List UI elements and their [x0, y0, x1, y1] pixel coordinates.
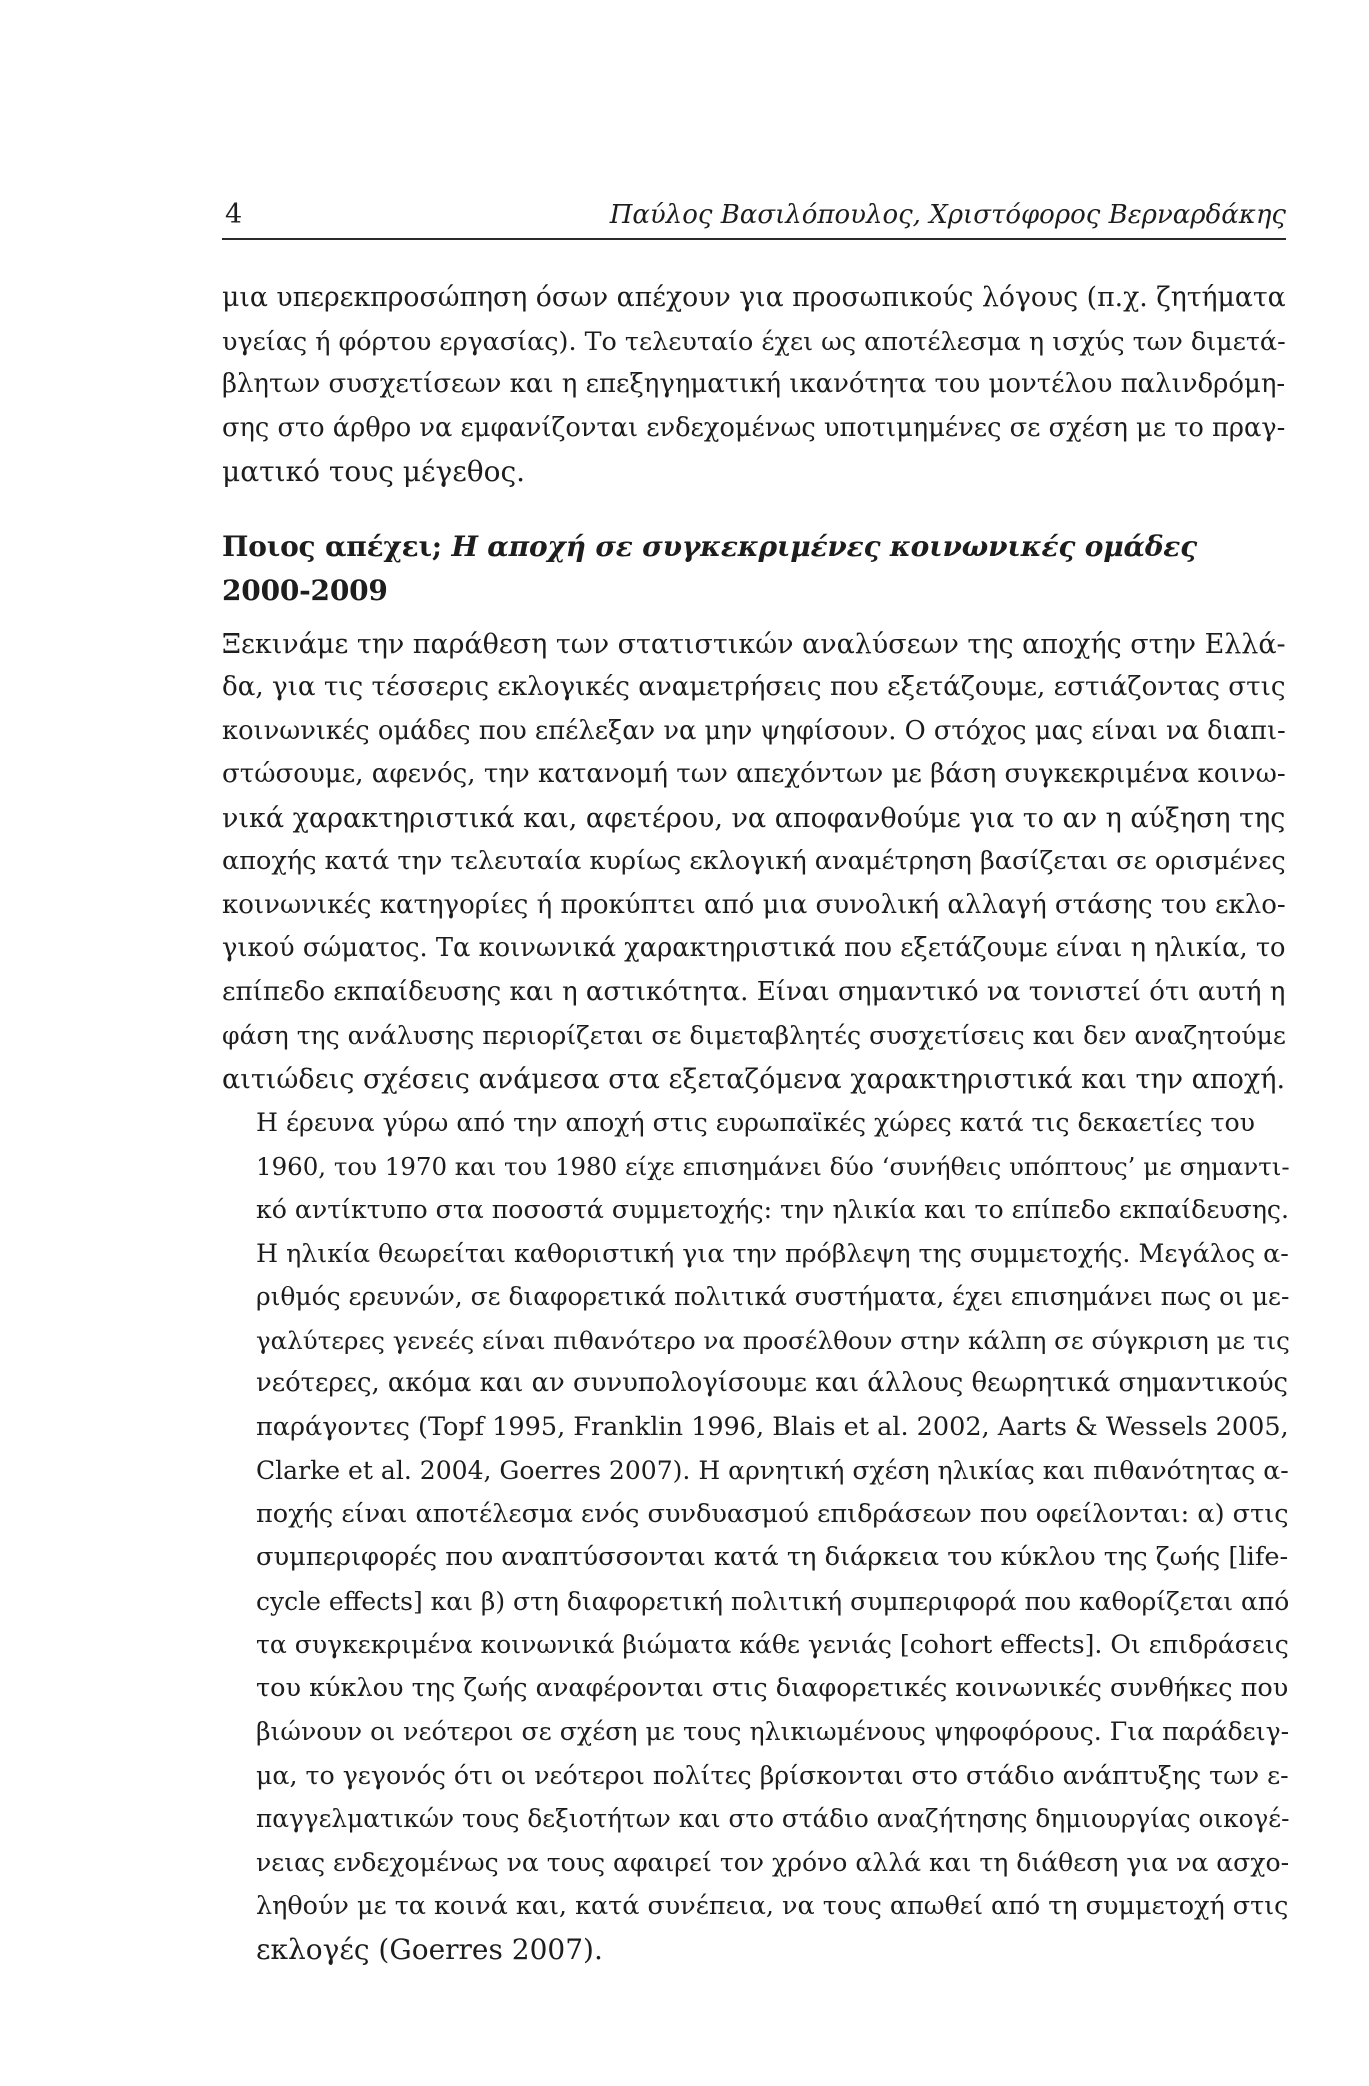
text-line: στώσουμε, αφενός, την κατανομή των απεχόντων με βάση συγκεκριμένα κοινω-: [222, 759, 1286, 789]
section-heading-topic: Η αποχή σε συγκεκριμένες κοινωνικές ομάδες: [451, 529, 1197, 563]
text-line: φάση της ανάλυσης περιορίζεται σε διμεταβλητές συσχετίσεις και δεν αναζητούμε: [222, 1021, 1286, 1050]
text-line: υγείας ή φόρτου εργασίας). Το τελευταίο έχει ως αποτέλεσμα η ισχύς των διμετά-: [222, 325, 1286, 356]
text-line: κό αντίκτυπο στα ποσοστά συμμετοχής: την ηλικία και το επίπεδο εκπαίδευσης.: [256, 1195, 1290, 1224]
text-line: του κύκλου της ζωής αναφέρονται στις διαφορετικές κοινωνικές συνθήκες που: [256, 1672, 1289, 1703]
text-line: ματικό τους μέγεθος.: [222, 455, 526, 488]
text-line: βλητων συσχετίσεων και η επεξηγηματική ικανότητα του μοντέλου παλινδρόμη-: [222, 369, 1286, 399]
text-line: 1960, του 1970 και του 1980 είχε επισημάνει δύο ‘συνήθεις υπόπτους’ με σημαντι-: [256, 1151, 1290, 1181]
text-line: συμπεριφορές που αναπτύσσονται κατά τη διάρκεια του κύκλου της ζωής [life-: [256, 1542, 1289, 1572]
text-line: γαλύτερες γενεές είναι πιθανότερο να προσέλθουν στην κάλπη σε σύγκριση με τις: [256, 1325, 1290, 1355]
text-line: ληθούν με τα κοινά και, κατά συνέπεια, να τους απωθεί από τη συμμετοχή στις: [256, 1890, 1289, 1920]
text-line: νικά χαρακτηριστικά και, αφετέρου, να αποφανθούμε για το αν η αύξηση της: [222, 802, 1286, 834]
body-text: [222, 276, 1290, 1971]
text-line: Η έρευνα γύρω από την αποχή στις ευρωπαϊκές χώρες κατά τις δεκαετίες του: [256, 1108, 1255, 1137]
page-header: [222, 196, 1286, 240]
text-line: Ξεκινάμε την παράθεση των στατιστικών αναλύσεων της αποχής στην Ελλά-: [222, 628, 1286, 660]
text-line: γικού σώματος. Τα κοινωνικά χαρακτηριστικά που εξετάζουμε είναι η ηλικία, το: [222, 933, 1286, 963]
text-line: σης στο άρθρο να εμφανίζονται ενδεχομένως υποτιμημένες σε σχέση με το πραγ-: [222, 412, 1286, 443]
text-line: κοινωνικές κατηγορίες ή προκύπτει από μια συνολική αλλαγή στάσης του εκλο-: [222, 889, 1286, 920]
text-line: τα συγκεκριμένα κοινωνικά βιώματα κάθε γενιάς [cohort effects]. Οι επιδράσεις: [256, 1630, 1289, 1659]
page-number: 4: [225, 199, 243, 230]
section-heading-lead: Ποιος απέχει;: [222, 529, 442, 563]
text-line: αιτιώδεις σχέσεις ανάμεσα στα εξεταζόμενα χαρακτηριστικά και την αποχή.: [222, 1063, 1286, 1095]
text-line: βιώνουν οι νεότεροι σε σχέση με τους ηλικιωμένους ψηφοφόρους. Για παράδειγ-: [256, 1717, 1290, 1746]
section-heading: [222, 525, 1286, 613]
paragraph-research: [222, 1101, 1290, 1971]
text-line: παγγελματικών τους δεξιοτήτων και στο στάδιο αναζήτησης δημιουργίας οικογέ-: [256, 1804, 1290, 1833]
paragraph-continued: [222, 276, 1286, 494]
section-heading-years: 2000-2009: [222, 573, 388, 607]
text-line: δα, για τις τέσσερις εκλογικές αναμετρήσεις που εξετάζουμε, εστιάζοντας στις: [222, 672, 1286, 702]
text-line: Clarke et al. 2004, Goerres 2007). Η αρνητική σχέση ηλικίας και πιθανότητας α-: [256, 1456, 1289, 1485]
text-line: cycle effects] και β) στη διαφορετική πολιτική συμπεριφορά που καθορίζεται από: [256, 1586, 1290, 1616]
text-line: παράγοντες (Topf 1995, Franklin 1996, Blais et al. 2002, Aarts & Wessels 2005,: [256, 1411, 1289, 1442]
text-line: επίπεδο εκπαίδευσης και η αστικότητα. Είναι σημαντικό να τονιστεί ότι αυτή η: [222, 976, 1286, 1007]
text-line: νεότερες, ακόμα και αν συνυπολογίσουμε και άλλους θεωρητικά σημαντικούς: [256, 1368, 1289, 1398]
text-line: μα, το γεγονός ότι οι νεότεροι πολίτες βρίσκονται στο στάδιο ανάπτυξης των ε-: [256, 1760, 1289, 1790]
text-line: Η ηλικία θεωρείται καθοριστική για την πρόβλεψη της συμμετοχής. Μεγάλος α-: [256, 1238, 1289, 1268]
text-line: νειας ενδεχομένως να τους αφαιρεί τον χρόνο αλλά και τη διάθεση για να ασχο-: [256, 1847, 1290, 1877]
text-line: κοινωνικές ομάδες που επέλεξαν να μην ψηφίσουν. Ο στόχος μας είναι να διαπι-: [222, 715, 1286, 746]
text-line: ποχής είναι αποτέλεσμα ενός συνδυασμού επιδράσεων που οφείλονται: α) στις: [256, 1498, 1289, 1529]
text-line: αποχής κατά την τελευταία κυρίως εκλογική αναμέτρηση βασίζεται σε ορισμένες: [222, 846, 1286, 876]
running-head: Παύλος Βασιλόπουλος, Χριστόφορος Βερναρδάκης: [609, 200, 1286, 230]
paragraph-intro: [222, 623, 1286, 1102]
text-line: ριθμός ερευνών, σε διαφορετικά πολιτικά συστήματα, έχει επισημάνει πως οι με-: [256, 1282, 1290, 1311]
text-line: εκλογές (Goerres 2007).: [256, 1932, 603, 1966]
text-line: μια υπερεκπροσώπηση όσων απέχουν για προσωπικούς λόγους (π.χ. ζητήματα: [222, 282, 1286, 313]
